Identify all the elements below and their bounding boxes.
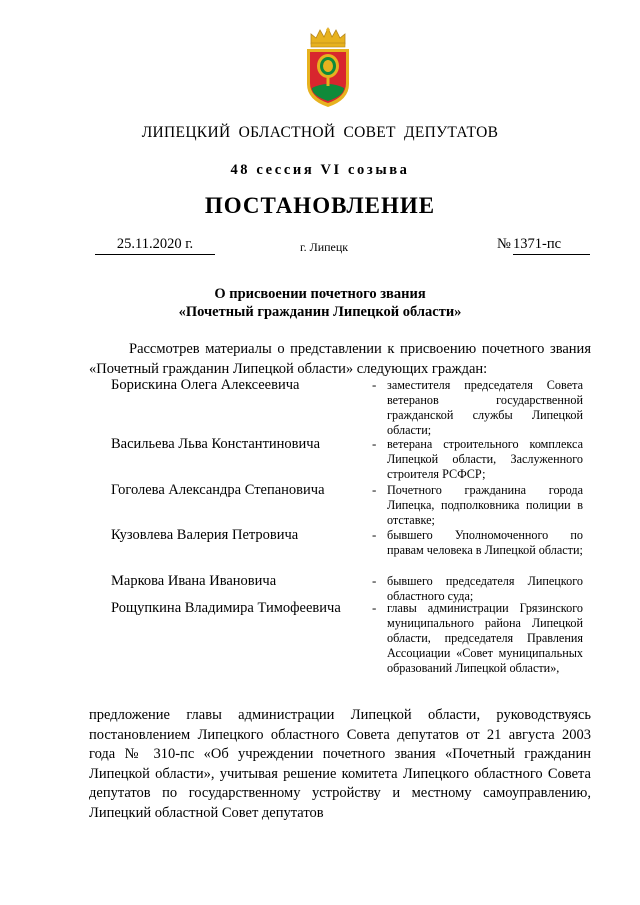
person-name: Гоголева Александра Степановича	[111, 482, 325, 498]
organization-name: ЛИПЕЦКИЙ ОБЛАСТНОЙ СОВЕТ ДЕПУТАТОВ	[141, 124, 499, 141]
person-dash: -	[372, 600, 377, 615]
subject-line-2: «Почетный гражданин Липецкой области»	[178, 304, 462, 320]
person-name: Маркова Ивана Ивановича	[111, 573, 277, 589]
person-dash: -	[372, 436, 377, 451]
document-number: 1371-пс	[513, 236, 590, 255]
number-sign: №	[497, 236, 511, 252]
person-description: заместителя председателя Совета ветеранов государственной гражданской службы Липецкой области;	[387, 378, 583, 437]
document-subject	[0, 285, 640, 321]
person-name: Кузовлева Валерия Петровича	[111, 527, 299, 543]
person-description: бывшего председателя Липецкого областного суда;	[387, 574, 583, 603]
person-description: Почетного гражданина города Липецка, подполковника полиции в отставке;	[387, 483, 583, 527]
person-name: Васильева Льва Константиновича	[111, 436, 321, 452]
closing-paragraph: предложение главы администрации Липецкой области, руководствуясь постановлением Липецкого областного Совета депутатов от 21 августа 2003 года № 310-пс «Об учреждении почетного звания «Почетный гражданин Липецкой области», учитывая решение комитета Липецкого областного Совета депутатов по государственному устройству и местному самоуправлению, Липецкий областной Совет депутатов	[89, 707, 591, 821]
person-description: ветерана строительного комплекса Липецкой области, Заслуженного строителя РСФСР;	[387, 437, 583, 481]
person-dash: -	[372, 377, 377, 392]
person-dash: -	[372, 527, 377, 542]
person-name: Рощупкина Владимира Тимофеевича	[111, 600, 341, 616]
person-dash: -	[372, 482, 377, 497]
person-dash: -	[372, 573, 377, 588]
document-title: ПОСТАНОВЛЕНИЕ	[204, 193, 436, 218]
document-date: 25.11.2020 г.	[95, 236, 215, 255]
document-city: г. Липецк	[300, 240, 349, 254]
person-description: бывшего Уполномоченного по правам человека в Липецкой области;	[387, 528, 583, 557]
person-name: Борискина Олега Алексеевича	[111, 377, 300, 393]
intro-paragraph: Рассмотрев материалы о представлении к присвоению почетного звания «Почетный гражданин Липецкой области» следующих граждан:	[89, 341, 591, 377]
lipetsk-coat-of-arms-icon	[303, 26, 353, 110]
subject-line-1: О присвоении почетного звания	[214, 286, 426, 302]
person-description: главы администрации Грязинского муниципального района Липецкой области, председателя Правления Ассоциации «Совет муниципальных образований Липецкой области»,	[387, 601, 583, 675]
session-line: 48 сессия VI созыва	[230, 162, 410, 178]
